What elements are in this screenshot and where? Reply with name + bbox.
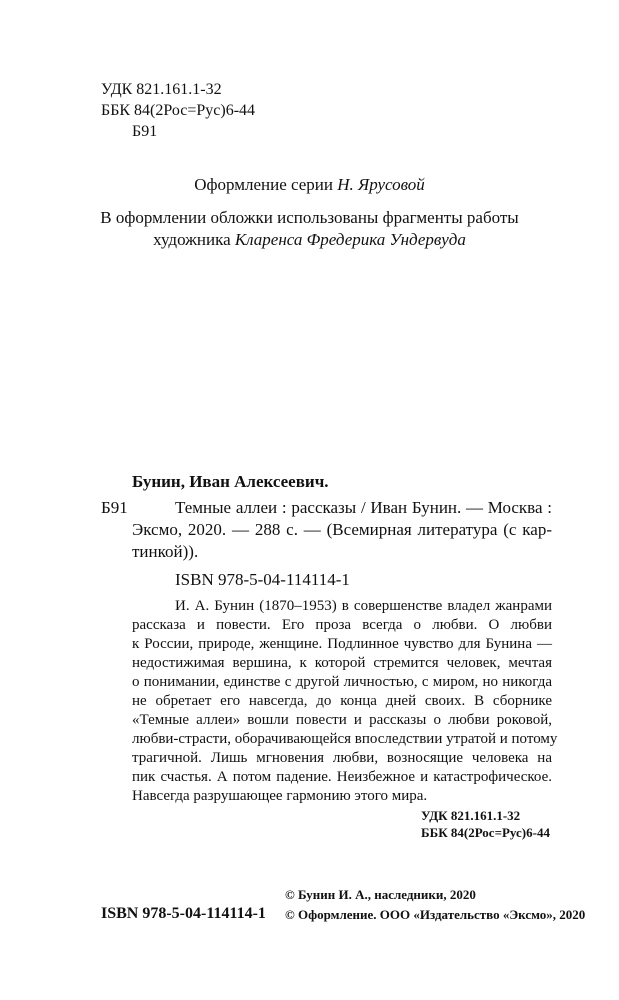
header-bbk: ББК 84(2Рос=Рус)6-44 — [101, 102, 256, 119]
header-author-mark: Б91 — [132, 123, 158, 140]
copyright-design: © Оформление. ООО «Издательство «Эксмо», 2020 — [285, 907, 586, 922]
annotation-line: И. А. Бунин (1870–1953) в совершенстве владел жанрами — [175, 598, 552, 614]
annotation-line: пик счастья. А потом падение. Неизбежное и катастрофическое. — [132, 769, 552, 785]
annotation-bbk: ББК 84(2Рос=Рус)6-44 — [421, 825, 550, 840]
annotation-line: о понимании, единстве с другой личностью, с миром, но никогда — [132, 674, 552, 690]
entry-desc-line1: Темные аллеи : рассказы / Иван Бунин. — Москва : — [175, 498, 552, 517]
annotation-line: любви-страсти, оборачивающейся впоследствии утратой и потому — [132, 731, 558, 747]
annotation-line: «Темные аллеи» вошли повести и рассказы о любви роковой, — [132, 712, 552, 728]
annotation-line: не обретает его навсегда, до конца дней своих. В сборнике — [132, 693, 552, 709]
annotation-udk: УДК 821.161.1-32 — [421, 808, 521, 823]
entry-desc-line2: Эксмо, 2020. — 288 с. — (Всемирная литература (с кар- — [132, 520, 552, 539]
series-designer: Н. Ярусовой — [337, 175, 425, 194]
copyright-author: © Бунин И. А., наследники, 2020 — [285, 887, 476, 902]
header-udk: УДК 821.161.1-32 — [101, 81, 222, 98]
entry-description-cont — [132, 520, 552, 540]
annotation-line: рассказа и повести. Его проза всегда о любви. О любви — [132, 617, 552, 633]
series-design-credit — [0, 175, 619, 195]
annotation-line: недостижимая вершина, к которой стремится человек, мечтая — [132, 655, 552, 671]
entry-author-heading: Бунин, Иван Алексеевич. — [132, 472, 329, 491]
annotation-line: трагичной. Лишь мгновения любви, возносящие человека на — [132, 750, 552, 766]
annotation-text — [132, 597, 558, 806]
annotation-line: Навсегда разрушающее гармонию этого мира. — [132, 788, 428, 804]
annotation-line: к России, природе, женщине. Подлинное чувство для Бунина — — [132, 636, 552, 652]
series-design-prefix: Оформление серии — [194, 175, 338, 194]
cover-artist: Кларенса Фредерика Ундервуда — [234, 230, 466, 249]
entry-desc-line3: тинкой)). — [132, 542, 199, 561]
entry-mark: Б91 — [101, 498, 128, 517]
cover-credit-line2 — [0, 230, 619, 250]
cover-credit-prefix: художника — [153, 230, 235, 249]
cover-credit-line1: В оформлении обложки использованы фрагменты работы — [100, 208, 519, 227]
entry-isbn: ISBN 978-5-04-114114-1 — [175, 570, 350, 589]
footer-isbn: ISBN 978-5-04-114114-1 — [101, 905, 266, 922]
entry-description — [175, 498, 552, 518]
